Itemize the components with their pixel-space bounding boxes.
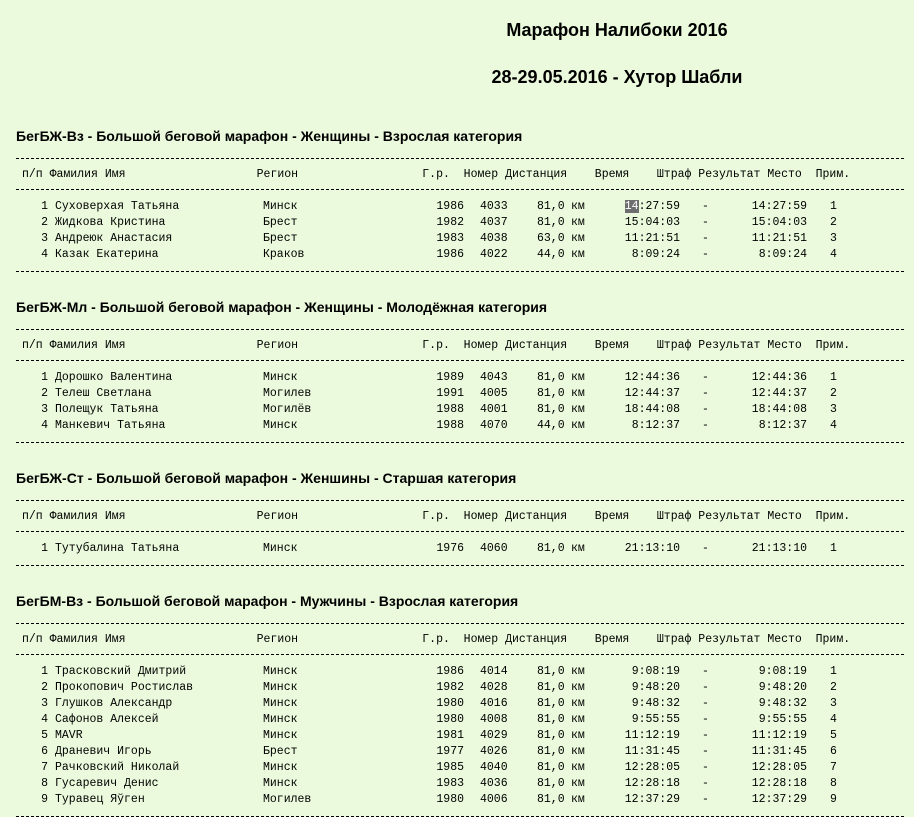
table-header: п/п Фамилия Имя Регион Г.р. Номер Дистанция Время Штраф Результат Место Прим. — [22, 633, 851, 646]
cell-bib: 4028 — [480, 681, 508, 694]
cell-n: 8 — [41, 777, 48, 790]
cell-bib: 4060 — [480, 542, 508, 555]
cell-dist: 81,0 — [537, 371, 565, 384]
cell-dist: 81,0 — [537, 665, 565, 678]
cell-n: 3 — [41, 697, 48, 710]
cell-name: Андреюк Анастасия — [55, 232, 173, 245]
cell-unit: км — [571, 745, 585, 758]
cell-time: 12:28:18 — [624, 777, 680, 790]
cell-region: Минск — [263, 697, 298, 710]
cell-place: 3 — [830, 697, 837, 710]
cell-name: Телеш Светлана — [55, 387, 152, 400]
document-subtitle: 28-29.05.2016 - Хутор Шабли — [491, 67, 743, 87]
dashed-rule — [16, 189, 904, 190]
cell-bib: 4043 — [480, 371, 508, 384]
cell-time: 15:04:03 — [624, 216, 680, 229]
table-row — [0, 418, 914, 434]
cell-dist: 81,0 — [537, 745, 565, 758]
cell-result: 12:37:29 — [751, 793, 807, 806]
cell-name: Жидкова Кристина — [55, 216, 166, 229]
cell-year: 1986 — [436, 200, 464, 213]
cell-time: 12:44:37 — [624, 387, 680, 400]
cell-unit: км — [571, 371, 585, 384]
cell-result: 8:12:37 — [758, 419, 807, 432]
cell-bib: 4022 — [480, 248, 508, 261]
cell-n: 1 — [41, 200, 48, 213]
table-row — [0, 712, 914, 728]
cell-year: 1981 — [436, 729, 464, 742]
cell-pen: - — [702, 419, 709, 432]
cell-time: 14:27:59 — [624, 200, 680, 213]
cell-time: 9:48:32 — [631, 697, 680, 710]
cell-year: 1991 — [436, 387, 464, 400]
cell-result: 11:12:19 — [751, 729, 807, 742]
cell-year: 1982 — [436, 681, 464, 694]
cell-dist: 81,0 — [537, 713, 565, 726]
cell-result: 18:44:08 — [751, 403, 807, 416]
cell-result: 21:13:10 — [751, 542, 807, 555]
cell-region: Брест — [263, 745, 298, 758]
cell-n: 9 — [41, 793, 48, 806]
cell-name: MAVR — [55, 729, 83, 742]
cell-region: Минск — [263, 419, 298, 432]
cell-region: Брест — [263, 216, 298, 229]
cell-time: 8:12:37 — [631, 419, 680, 432]
cell-pen: - — [702, 542, 709, 555]
cell-place: 7 — [830, 761, 837, 774]
table-row — [0, 664, 914, 680]
cell-dist: 81,0 — [537, 761, 565, 774]
cell-region: Могилёв — [263, 403, 312, 416]
dashed-rule — [16, 531, 904, 532]
cell-year: 1976 — [436, 542, 464, 555]
cell-n: 4 — [41, 419, 48, 432]
table-row — [0, 402, 914, 418]
cell-pen: - — [702, 216, 709, 229]
table-row — [0, 680, 914, 696]
table-row — [0, 760, 914, 776]
cell-pen: - — [702, 761, 709, 774]
cell-time: 9:48:20 — [631, 681, 680, 694]
cell-year: 1986 — [436, 665, 464, 678]
cell-unit: км — [571, 216, 585, 229]
cell-dist: 81,0 — [537, 403, 565, 416]
cell-unit: км — [571, 403, 585, 416]
cell-unit: км — [571, 387, 585, 400]
cell-bib: 4008 — [480, 713, 508, 726]
cell-time: 21:13:10 — [624, 542, 680, 555]
cell-region: Минск — [263, 371, 298, 384]
cell-bib: 4033 — [480, 200, 508, 213]
cell-pen: - — [702, 713, 709, 726]
cell-dist: 81,0 — [537, 777, 565, 790]
cell-unit: км — [571, 713, 585, 726]
table-row — [0, 199, 914, 215]
cell-bib: 4026 — [480, 745, 508, 758]
cell-time: 11:12:19 — [624, 729, 680, 742]
dashed-rule — [16, 623, 904, 624]
cell-time: 12:28:05 — [624, 761, 680, 774]
cell-name: Казак Екатерина — [55, 248, 159, 261]
cell-result: 9:48:20 — [758, 681, 807, 694]
cell-unit: км — [571, 697, 585, 710]
cell-n: 7 — [41, 761, 48, 774]
table-row — [0, 696, 914, 712]
cell-place: 3 — [830, 232, 837, 245]
cell-dist: 44,0 — [537, 248, 565, 261]
cell-result: 8:09:24 — [758, 248, 807, 261]
cell-region: Минск — [263, 777, 298, 790]
cell-place: 2 — [830, 387, 837, 400]
cell-pen: - — [702, 371, 709, 384]
cell-name: Драневич Игорь — [55, 745, 152, 758]
cell-region: Могилев — [263, 793, 312, 806]
dashed-rule — [16, 500, 904, 501]
cell-n: 3 — [41, 232, 48, 245]
cell-place: 5 — [830, 729, 837, 742]
text-selection-highlight: 14 — [624, 200, 639, 213]
cell-pen: - — [702, 777, 709, 790]
dashed-rule — [16, 158, 904, 159]
cell-place: 1 — [830, 542, 837, 555]
cell-unit: км — [571, 419, 585, 432]
cell-year: 1989 — [436, 371, 464, 384]
table-header: п/п Фамилия Имя Регион Г.р. Номер Дистанция Время Штраф Результат Место Прим. — [22, 339, 851, 352]
dashed-rule — [16, 271, 904, 272]
cell-name: Дорошко Валентина — [55, 371, 173, 384]
cell-name: Трасковский Дмитрий — [55, 665, 187, 678]
cell-region: Минск — [263, 665, 298, 678]
cell-unit: км — [571, 248, 585, 261]
cell-name: Прокопович Ростислав — [55, 681, 194, 694]
cell-year: 1983 — [436, 777, 464, 790]
cell-time: 8:09:24 — [631, 248, 680, 261]
cell-pen: - — [702, 793, 709, 806]
cell-region: Минск — [263, 729, 298, 742]
table-row — [0, 792, 914, 808]
cell-pen: - — [702, 697, 709, 710]
cell-dist: 81,0 — [537, 681, 565, 694]
cell-unit: км — [571, 665, 585, 678]
table-row — [0, 231, 914, 247]
table-row — [0, 744, 914, 760]
cell-n: 1 — [41, 542, 48, 555]
cell-year: 1977 — [436, 745, 464, 758]
cell-bib: 4037 — [480, 216, 508, 229]
cell-pen: - — [702, 745, 709, 758]
cell-dist: 81,0 — [537, 697, 565, 710]
cell-place: 4 — [830, 248, 837, 261]
cell-year: 1980 — [436, 697, 464, 710]
cell-name: Рачковский Николай — [55, 761, 180, 774]
cell-unit: км — [571, 232, 585, 245]
cell-dist: 81,0 — [537, 729, 565, 742]
dashed-rule — [16, 442, 904, 443]
cell-place: 4 — [830, 419, 837, 432]
cell-result: 12:28:18 — [751, 777, 807, 790]
cell-place: 1 — [830, 665, 837, 678]
cell-place: 4 — [830, 713, 837, 726]
cell-bib: 4016 — [480, 697, 508, 710]
cell-result: 12:44:37 — [751, 387, 807, 400]
cell-place: 2 — [830, 216, 837, 229]
cell-time: 9:08:19 — [631, 665, 680, 678]
section-title: БегБМ-Вз - Большой беговой марафон - Мужчины - Взрослая категория — [16, 593, 519, 609]
cell-bib: 4040 — [480, 761, 508, 774]
cell-dist: 81,0 — [537, 387, 565, 400]
dashed-rule — [16, 654, 904, 655]
table-row — [0, 215, 914, 231]
cell-place: 6 — [830, 745, 837, 758]
cell-dist: 63,0 — [537, 232, 565, 245]
cell-unit: км — [571, 729, 585, 742]
cell-result: 9:08:19 — [758, 665, 807, 678]
cell-region: Могилев — [263, 387, 312, 400]
cell-n: 2 — [41, 387, 48, 400]
cell-n: 1 — [41, 371, 48, 384]
cell-name: Туравец Яўген — [55, 793, 145, 806]
table-row — [0, 386, 914, 402]
cell-region: Минск — [263, 761, 298, 774]
cell-bib: 4029 — [480, 729, 508, 742]
cell-bib: 4001 — [480, 403, 508, 416]
cell-unit: км — [571, 200, 585, 213]
cell-result: 11:31:45 — [751, 745, 807, 758]
cell-pen: - — [702, 729, 709, 742]
dashed-rule — [16, 329, 904, 330]
cell-bib: 4038 — [480, 232, 508, 245]
cell-unit: км — [571, 681, 585, 694]
table-row — [0, 247, 914, 263]
cell-year: 1982 — [436, 216, 464, 229]
cell-pen: - — [702, 232, 709, 245]
cell-bib: 4006 — [480, 793, 508, 806]
table-row — [0, 541, 914, 557]
cell-n: 4 — [41, 248, 48, 261]
cell-n: 2 — [41, 216, 48, 229]
table-row — [0, 776, 914, 792]
cell-n: 6 — [41, 745, 48, 758]
section-title: БегБЖ-Мл - Большой беговой марафон - Женщины - Молодёжная категория — [16, 299, 548, 315]
cell-year: 1988 — [436, 419, 464, 432]
dashed-rule — [16, 565, 904, 566]
cell-name: Суховерхая Татьяна — [55, 200, 180, 213]
cell-time: 12:37:29 — [624, 793, 680, 806]
cell-pen: - — [702, 387, 709, 400]
cell-year: 1983 — [436, 232, 464, 245]
cell-result: 11:21:51 — [751, 232, 807, 245]
table-header: п/п Фамилия Имя Регион Г.р. Номер Дистанция Время Штраф Результат Место Прим. — [22, 168, 851, 181]
cell-n: 1 — [41, 665, 48, 678]
cell-bib: 4070 — [480, 419, 508, 432]
cell-dist: 81,0 — [537, 200, 565, 213]
cell-region: Минск — [263, 713, 298, 726]
cell-pen: - — [702, 248, 709, 261]
cell-time: 18:44:08 — [624, 403, 680, 416]
cell-dist: 44,0 — [537, 419, 565, 432]
cell-pen: - — [702, 681, 709, 694]
cell-year: 1980 — [436, 713, 464, 726]
cell-time: 11:21:51 — [624, 232, 680, 245]
cell-year: 1986 — [436, 248, 464, 261]
cell-result: 12:44:36 — [751, 371, 807, 384]
cell-year: 1988 — [436, 403, 464, 416]
cell-unit: км — [571, 777, 585, 790]
cell-pen: - — [702, 200, 709, 213]
cell-dist: 81,0 — [537, 542, 565, 555]
section-title: БегБЖ-Вз - Большой беговой марафон - Женщины - Взрослая категория — [16, 128, 523, 144]
cell-name: Манкевич Татьяна — [55, 419, 166, 432]
section-title: БегБЖ-Ст - Большой беговой марафон - Женшины - Старшая категория — [16, 470, 517, 486]
cell-place: 1 — [830, 371, 837, 384]
cell-year: 1980 — [436, 793, 464, 806]
cell-unit: км — [571, 793, 585, 806]
cell-name: Глушков Александр — [55, 697, 173, 710]
cell-bib: 4014 — [480, 665, 508, 678]
cell-bib: 4005 — [480, 387, 508, 400]
cell-region: Краков — [263, 248, 305, 261]
cell-dist: 81,0 — [537, 216, 565, 229]
cell-time: 9:55:55 — [631, 713, 680, 726]
cell-region: Минск — [263, 200, 298, 213]
cell-pen: - — [702, 403, 709, 416]
cell-result: 9:48:32 — [758, 697, 807, 710]
cell-region: Минск — [263, 542, 298, 555]
cell-year: 1985 — [436, 761, 464, 774]
cell-bib: 4036 — [480, 777, 508, 790]
cell-name: Гусаревич Денис — [55, 777, 159, 790]
cell-name: Тутубалина Татьяна — [55, 542, 180, 555]
cell-name: Сафонов Алексей — [55, 713, 159, 726]
cell-unit: км — [571, 542, 585, 555]
cell-region: Брест — [263, 232, 298, 245]
cell-place: 3 — [830, 403, 837, 416]
document-title: Марафон Налибоки 2016 — [506, 20, 728, 40]
cell-n: 4 — [41, 713, 48, 726]
cell-n: 3 — [41, 403, 48, 416]
cell-name: Полещук Татьяна — [55, 403, 159, 416]
dashed-rule — [16, 360, 904, 361]
cell-pen: - — [702, 665, 709, 678]
cell-place: 9 — [830, 793, 837, 806]
cell-result: 12:28:05 — [751, 761, 807, 774]
cell-unit: км — [571, 761, 585, 774]
table-header: п/п Фамилия Имя Регион Г.р. Номер Дистанция Время Штраф Результат Место Прим. — [22, 510, 851, 523]
cell-place: 1 — [830, 200, 837, 213]
cell-time: 11:31:45 — [624, 745, 680, 758]
table-row — [0, 370, 914, 386]
table-row — [0, 728, 914, 744]
cell-result: 14:27:59 — [751, 200, 807, 213]
cell-time: 12:44:36 — [624, 371, 680, 384]
cell-dist: 81,0 — [537, 793, 565, 806]
cell-n: 2 — [41, 681, 48, 694]
cell-region: Минск — [263, 681, 298, 694]
cell-place: 8 — [830, 777, 837, 790]
cell-n: 5 — [41, 729, 48, 742]
cell-place: 2 — [830, 681, 837, 694]
cell-result: 9:55:55 — [758, 713, 807, 726]
cell-result: 15:04:03 — [751, 216, 807, 229]
